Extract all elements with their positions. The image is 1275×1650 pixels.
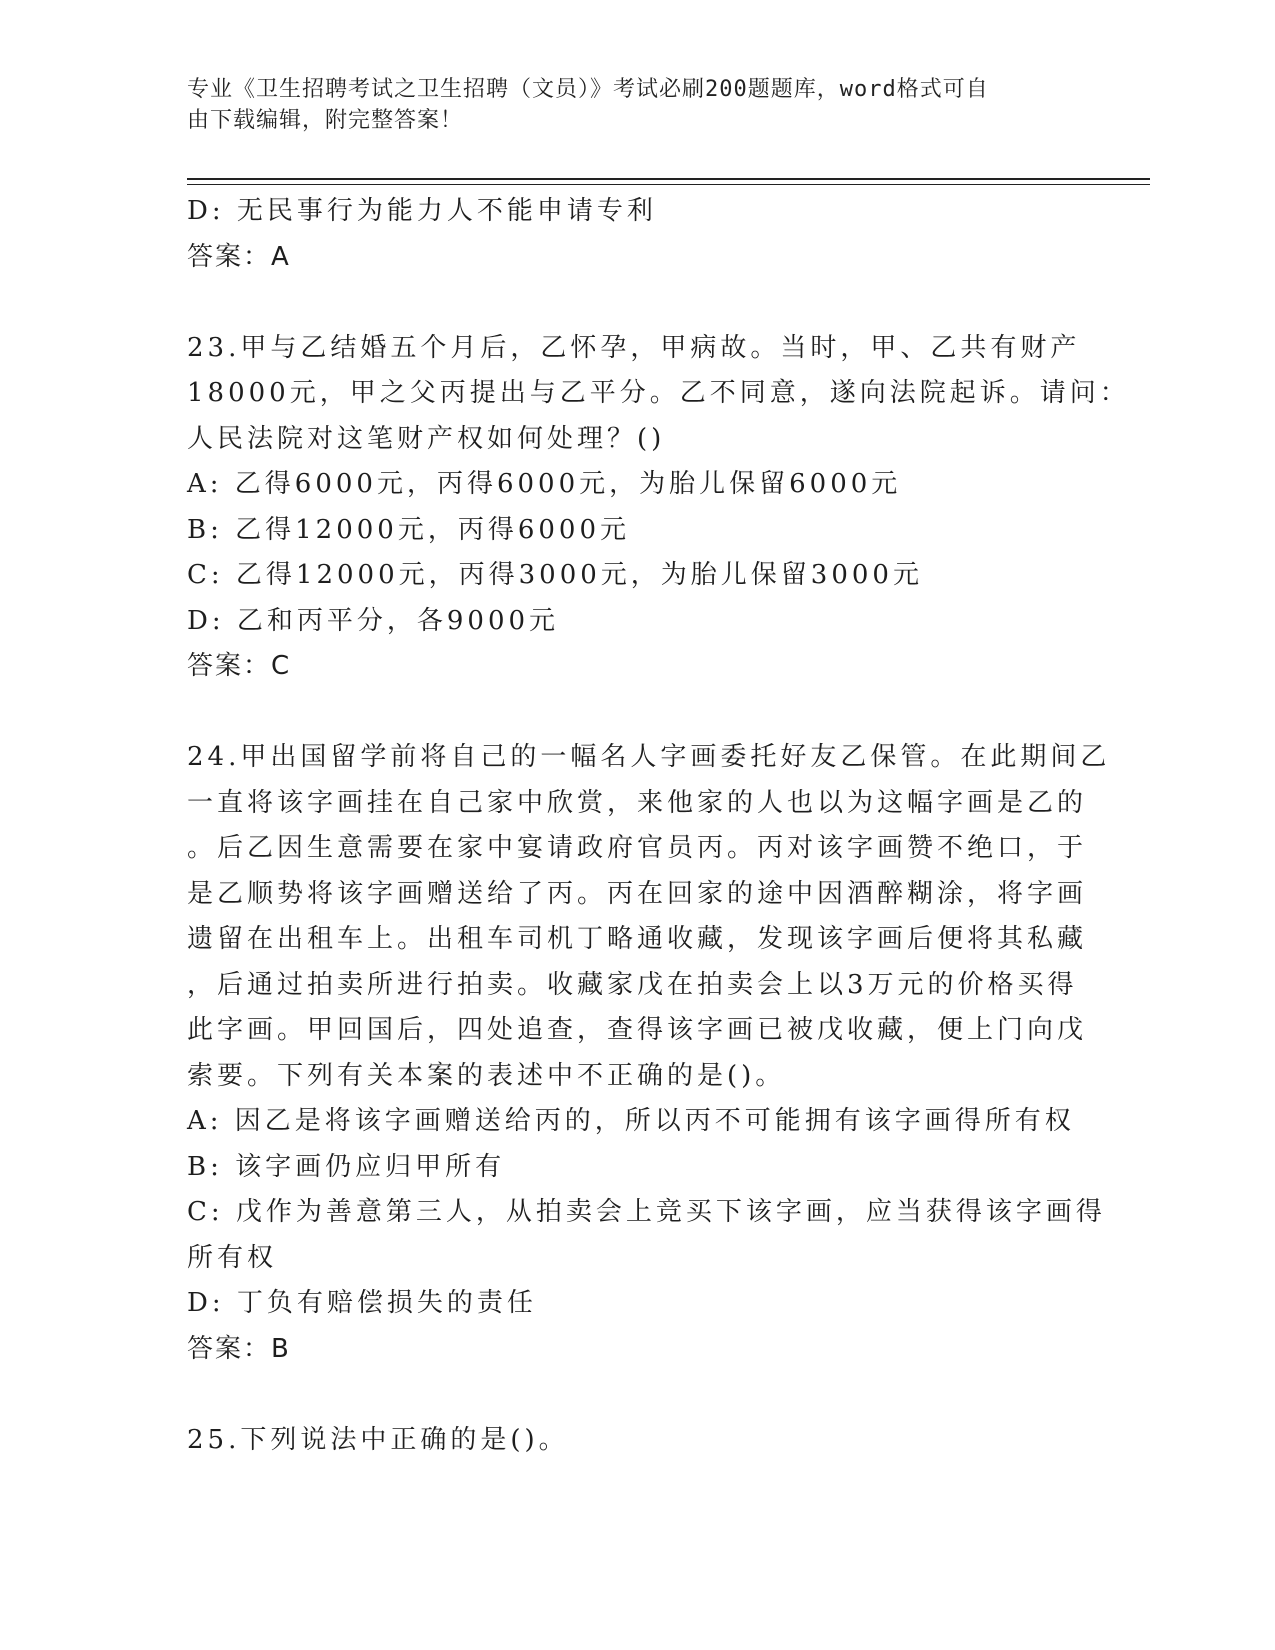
q24-option-c-continued: 所有权: [187, 1242, 278, 1273]
q23-option-c: C: 乙得12000元，丙得3000元，为胎儿保留3000元: [187, 560, 923, 590]
q24-stem-line: 遗留在出租车上。出租车司机丁略通收藏，发现该字画后便将其私藏: [187, 924, 1088, 954]
q23-answer: 答案：C: [187, 651, 292, 681]
q24-stem-line: 。后乙因生意需要在家中宴请政府官员丙。丙对该字画赞不绝口，于: [187, 833, 1088, 863]
q23-option-a: A: 乙得6000元，丙得6000元，为胎儿保留6000元: [187, 469, 902, 499]
q22-answer: 答案：A: [187, 241, 291, 272]
document-header: [187, 74, 1067, 136]
header-divider-thick: [187, 178, 1150, 180]
q24-stem-line: 24.甲出国留学前将自己的一幅名人字画委托好友乙保管。在此期间乙: [187, 742, 1111, 772]
q24-option-d: D: 丁负有赔偿损失的责任: [187, 1288, 537, 1318]
q24-stem-line: 是乙顺势将该字画赠送给了丙。丙在回家的途中因酒醉糊涂，将字画: [187, 878, 1088, 909]
q23-option-b: B: 乙得12000元，丙得6000元: [187, 514, 631, 545]
question-content: [187, 189, 1130, 1463]
spacer: [187, 280, 1087, 326]
q23-stem-line: 人民法院对这笔财产权如何处理？(): [187, 423, 666, 454]
header-line-1: 专业《卫生招聘考试之卫生招聘（文员）》考试必刷200题题库，word格式可自: [187, 77, 989, 102]
q24-stem-line: ，后通过拍卖所进行拍卖。收藏家戊在拍卖会上以3万元的价格买得: [187, 969, 1078, 1000]
q24-option-c: C: 戊作为善意第三人，从拍卖会上竞买下该字画，应当获得该字画得: [187, 1197, 1106, 1227]
q24-stem-line: 此字画。甲回国后，四处追查，查得该字画已被戊收藏，便上门向戊: [187, 1015, 1088, 1045]
q23-option-d: D: 乙和丙平分，各9000元: [187, 605, 560, 636]
header-divider-thin: [187, 184, 1150, 185]
q23-stem-line: 23.甲与乙结婚五个月后，乙怀孕，甲病故。当时，甲、乙共有财产: [187, 332, 1081, 363]
spacer: [187, 1372, 1087, 1418]
spacer: [187, 690, 1087, 736]
q24-answer: 答案：B: [187, 1333, 291, 1364]
q24-option-b: B: 该字画仍应归甲所有: [187, 1151, 506, 1182]
q24-option-a: A: 因乙是将该字画赠送给丙的，所以丙不可能拥有该字画得所有权: [187, 1106, 1075, 1136]
q22-option-d: D: 无民事行为能力人不能申请专利: [187, 196, 657, 226]
q24-stem-line: 索要。下列有关本案的表述中不正确的是()。: [187, 1060, 786, 1091]
q24-stem-line: 一直将该字画挂在自己家中欣赏，来他家的人也以为这幅字画是乙的: [187, 787, 1088, 818]
q25-stem: 25.下列说法中正确的是()。: [187, 1424, 569, 1455]
q23-stem-line: 18000元，甲之父丙提出与乙平分。乙不同意，遂向法院起诉。请问：: [187, 378, 1130, 408]
header-line-2: 由下载编辑，附完整答案！: [187, 108, 464, 133]
